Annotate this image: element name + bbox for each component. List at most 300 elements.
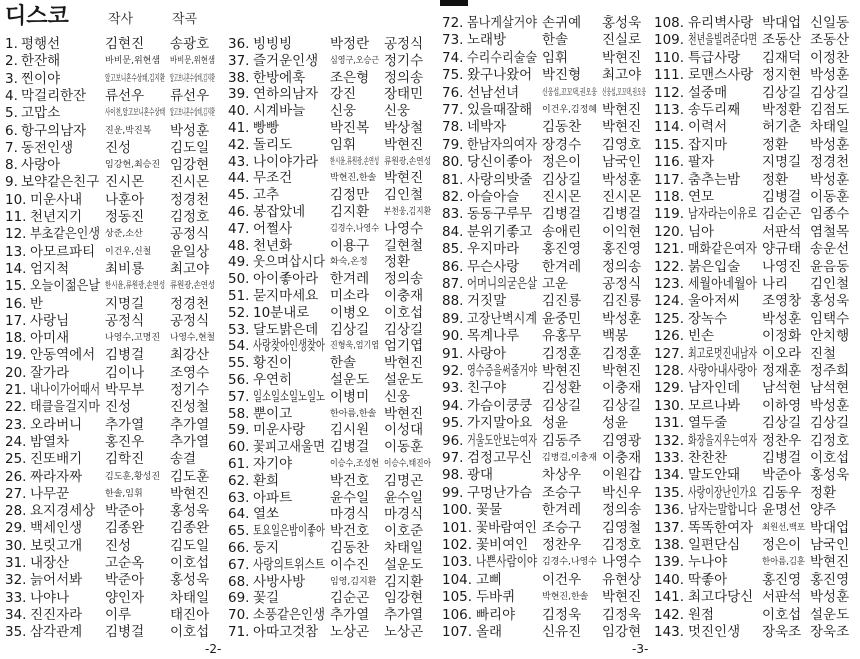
song-row (442, 32, 648, 48)
composer: 장태민 (384, 86, 424, 103)
song-row (442, 224, 648, 240)
composer: 김정호 (810, 432, 850, 449)
song-title: 설중매 (688, 84, 728, 101)
composer: 김상길 (810, 415, 850, 432)
song-title: 아미새 (30, 330, 70, 347)
song-title: 빙빙빙 (253, 36, 293, 52)
song-row (442, 241, 648, 257)
song-number: 17. (5, 312, 27, 329)
song-row (442, 67, 648, 83)
lyricist: 지명길 (105, 295, 145, 312)
song-number: 30. (5, 537, 27, 554)
lyricist: 김정욱 (542, 606, 582, 623)
song-number: 13. (5, 243, 27, 260)
song-number: 127. (654, 345, 685, 362)
composer: 정환 (810, 484, 837, 501)
lyricist: 김동찬 (330, 540, 370, 556)
lyricist: 바비문,위현샘 (105, 56, 161, 67)
song-row (5, 71, 217, 87)
song-title: 열두줄 (688, 415, 728, 432)
song-number: 142. (654, 606, 685, 623)
song-number: 29. (5, 520, 27, 537)
composer: 정경천 (170, 295, 210, 312)
song-number: 2. (5, 53, 18, 70)
song-row (654, 224, 856, 240)
song-title: 목계나루 (467, 328, 520, 345)
song-title: 평행선 (21, 36, 61, 52)
composer: 박성훈 (602, 171, 642, 188)
composer: 마경식 (384, 506, 424, 523)
song-row (442, 154, 648, 170)
lyricist: 박준아 (105, 572, 145, 589)
lyricist: 추가열 (330, 607, 370, 624)
song-title: 아따고것참 (253, 624, 319, 640)
song-title: 이력서 (688, 119, 728, 136)
composer: 최고야 (602, 67, 642, 84)
composer: 김도일 (170, 139, 210, 156)
song-title: 사랑아 (467, 345, 507, 362)
lyricist: 김상길 (762, 84, 802, 101)
song-number: 137. (654, 519, 685, 536)
song-number: 101. (442, 519, 473, 536)
lyricist: 정환 (762, 136, 789, 153)
lyricist: 양규태 (762, 241, 802, 258)
song-title: 사랑의트위스트 (253, 556, 326, 573)
composer: 김진룡 (602, 293, 642, 310)
lyricist: 장경수 (542, 136, 582, 153)
composer: 김도훈 (170, 468, 210, 485)
song-title: 무슨사랑 (467, 258, 520, 275)
song-number: 120. (654, 223, 685, 240)
song-row (228, 607, 433, 623)
composer: 노상곤 (384, 624, 424, 640)
song-number: 114. (654, 119, 685, 136)
song-number: 39. (228, 86, 250, 103)
song-number: 35. (5, 624, 27, 641)
song-title: 아파트 (253, 489, 293, 506)
song-row (442, 398, 648, 414)
song-row (654, 415, 856, 431)
song-title: 시계바늘 (253, 103, 306, 120)
lyricist: 나훈아 (105, 191, 145, 208)
song-row (442, 85, 648, 101)
composer: 홍성욱 (170, 503, 210, 520)
song-title: 요지경세상 (30, 503, 96, 520)
composer: 박현진 (602, 119, 642, 136)
composer: 엄기엽 (384, 338, 424, 355)
composer: 태진아 (170, 606, 210, 623)
song-row (5, 36, 217, 52)
lyricist: 한아름,한솔 (330, 408, 377, 419)
song-number: 131. (654, 415, 685, 432)
song-row (228, 154, 433, 170)
lyricist: 허기춘 (762, 119, 802, 136)
composer: 이원갑 (602, 467, 642, 484)
song-row (228, 590, 433, 606)
composer: 송결 (170, 451, 197, 468)
composer: 박성훈 (810, 589, 850, 606)
composer: 정의송 (602, 502, 642, 519)
song-title: 늙어서봐 (30, 572, 83, 589)
composer: 박현진 (384, 405, 424, 422)
song-title: 아모르파티 (30, 243, 96, 260)
composer: 정의송 (602, 258, 642, 275)
song-row (442, 102, 648, 118)
lyricist: 정찬우 (542, 537, 582, 553)
song-row (654, 346, 856, 362)
song-number: 78. (442, 119, 464, 136)
composer: 정주희 (810, 363, 850, 379)
song-row (442, 363, 648, 379)
lyricist: 김상길 (542, 397, 582, 414)
composer: 박현진 (602, 589, 642, 606)
composer: 김도일 (170, 537, 210, 554)
song-number: 54. (228, 338, 250, 355)
song-title: 사랑이장난인가요 (688, 484, 757, 501)
song-number: 115. (654, 136, 685, 153)
song-row (228, 406, 433, 422)
lyricist: 박진복 (330, 120, 370, 136)
lyricist: 신웅 (330, 103, 357, 120)
composer: 이동훈 (384, 439, 424, 456)
song-title: 아슬아슬 (467, 189, 520, 205)
composer: 임택수 (810, 310, 850, 327)
lyricist: 진운,박진복 (105, 125, 152, 136)
song-row (442, 415, 648, 431)
song-number: 90. (442, 328, 464, 345)
lyricist: 박건호 (330, 523, 370, 540)
song-row (442, 433, 648, 449)
lyricist: 정지현 (762, 67, 802, 84)
lyricist: 이호섭 (762, 606, 802, 623)
song-row (228, 473, 433, 489)
composer: 이충재 (602, 450, 642, 466)
lyricist: 임영,김지환 (330, 576, 377, 587)
lyricist: 김상길 (542, 171, 582, 188)
song-row (654, 154, 856, 170)
lyricist: 김현진 (105, 36, 145, 52)
lyricist: 나영수,고명진 (105, 333, 161, 344)
song-title: 백세인생 (30, 520, 83, 537)
lyricist: 김병걸 (762, 189, 802, 205)
song-number: 140. (654, 571, 685, 588)
composer: 진실로 (602, 32, 642, 49)
song-number: 84. (442, 223, 464, 240)
song-number: 132. (654, 432, 685, 449)
lyricist: 김동우 (762, 484, 802, 501)
composer: 임강현 (170, 157, 210, 174)
song-title: 나쁜사람이야 (476, 554, 538, 571)
song-number: 82. (442, 189, 464, 205)
lyricist: 윤중민 (542, 310, 582, 327)
lyricist: 한겨레 (330, 271, 370, 288)
song-title: 세월아네월아 (688, 276, 758, 292)
song-row (228, 53, 433, 69)
lyricist: 박대업 (762, 15, 802, 31)
song-title: 매화같은여자 (688, 241, 758, 258)
lyricist: 임강현,최승진 (105, 160, 161, 171)
lyricist: 박준아 (105, 503, 145, 520)
song-number: 125. (654, 310, 685, 327)
lyricist: 김병걸 (105, 624, 145, 641)
lyricist: 김경수,나영수 (330, 223, 379, 234)
lyricist: 한겨레 (542, 502, 582, 519)
song-number: 85. (442, 241, 464, 258)
song-number: 15. (5, 278, 27, 295)
song-title: 장녹수 (688, 310, 728, 327)
lyricist: 김재덕 (762, 49, 802, 66)
song-row (654, 589, 856, 605)
lyricist: 이건우,김정혜 (542, 105, 597, 115)
song-row (654, 328, 856, 344)
song-row (228, 170, 433, 186)
song-number: 97. (442, 450, 464, 466)
song-title: 보릿고개 (30, 537, 83, 554)
composer: 김영호 (602, 136, 642, 153)
song-title: 꽃비여인 (476, 537, 529, 553)
song-row (442, 520, 648, 536)
lyricist: 진성 (105, 537, 132, 554)
composer: 윤일상 (170, 243, 210, 260)
song-title: 모르나봐 (688, 397, 741, 414)
song-row (228, 338, 433, 354)
composer: 윤음동 (810, 258, 850, 275)
composer: 김명곤 (384, 472, 424, 489)
composer: 박현진 (602, 363, 642, 379)
lyricist: 한솔,임휘 (105, 488, 143, 499)
song-row (442, 206, 648, 222)
song-title: 봉잡았네 (253, 204, 306, 220)
composer: 이성대 (384, 422, 424, 439)
composer: 이승수,태진아 (384, 459, 431, 469)
composer: 홍성욱 (602, 15, 642, 31)
lyricist: 정은이 (542, 154, 582, 171)
lyricist: 장욱조 (762, 624, 802, 640)
lyricist: 박무부 (105, 382, 145, 398)
song-row (228, 389, 433, 405)
composer: 김정호 (602, 537, 642, 553)
song-title: 울아저씨 (688, 293, 741, 310)
song-title: 특급사랑 (688, 49, 741, 66)
song-row (5, 174, 217, 190)
song-title: 연하의남자 (253, 86, 319, 103)
song-title: 자기야 (253, 456, 293, 472)
lyricist: 최비룡 (105, 260, 145, 277)
lyricist: 박정란 (330, 36, 370, 52)
composer: 박성훈 (810, 171, 850, 188)
song-number: 104. (442, 571, 473, 588)
song-title: 반 (30, 295, 44, 312)
song-number: 105. (442, 589, 473, 606)
composer: 장욱조 (810, 624, 850, 640)
composer: 공정식 (170, 312, 210, 329)
song-title: 광대 (467, 467, 494, 484)
song-number: 27. (5, 485, 27, 502)
lyricist: 한시윤,류원광,손연성 (105, 281, 166, 292)
song-row (228, 305, 433, 321)
composer: 김인철 (810, 276, 850, 292)
song-title: 수리수리술술 (467, 49, 538, 66)
composer-header: 작곡 (172, 12, 198, 27)
song-number: 80. (442, 154, 464, 171)
composer: 양주 (810, 502, 837, 519)
composer: 공정식 (384, 36, 424, 52)
song-row (228, 322, 433, 338)
song-number: 77. (442, 102, 464, 118)
song-row (228, 204, 433, 220)
lyricist: 한시윤,류원광,손연성 (330, 156, 380, 167)
composer: 신웅섭,꼬꼬댁,권오웅 (602, 87, 646, 98)
song-number: 110. (654, 49, 685, 66)
song-title: 춤추는밤 (688, 171, 741, 188)
lyricist: 윤명선 (762, 502, 802, 519)
lyricist-header: 작사 (108, 12, 134, 27)
composer: 박성훈 (170, 122, 210, 139)
song-title: 고맙소 (21, 105, 61, 122)
song-title: 동동구루무 (467, 206, 533, 223)
song-number: 118. (654, 189, 685, 205)
song-row (5, 244, 217, 260)
lyricist: 김이나 (105, 364, 145, 381)
song-title: 달도밝은데 (253, 321, 319, 338)
song-row (654, 502, 856, 518)
composer: 이충재 (602, 380, 642, 397)
lyricist: 정동진 (105, 209, 145, 225)
composer: 박대업 (810, 519, 850, 536)
lyricist: 이루 (105, 606, 132, 623)
song-number: 8. (5, 157, 18, 174)
song-title: 부초같은인생 (30, 226, 101, 243)
lyricist: 이수진 (330, 556, 370, 573)
song-row (228, 456, 433, 472)
song-title: 무조건 (253, 170, 293, 187)
lyricist: 지명길 (762, 154, 802, 171)
composer: 이호섭 (170, 555, 210, 571)
composer: 이정찬 (810, 49, 850, 66)
composer: 윤수일 (384, 489, 424, 506)
composer: 박현진 (602, 49, 642, 66)
song-row (442, 537, 648, 553)
song-number: 108. (654, 15, 685, 31)
song-number: 21. (5, 382, 27, 398)
song-number: 141. (654, 589, 685, 606)
song-title: 몸나게살거야 (467, 15, 538, 31)
song-title: 한남자의여자 (467, 136, 538, 153)
lyricist: 홍진영 (542, 241, 582, 258)
song-title: 밤열차 (30, 433, 70, 450)
song-number: 126. (654, 328, 685, 345)
song-number: 66. (228, 540, 250, 556)
song-title: 어쩔사 (253, 220, 293, 237)
lyricist: 김학진 (105, 451, 145, 468)
song-row (442, 380, 648, 396)
lyricist: 상준,소산 (105, 229, 143, 240)
lyricist: 차상우 (542, 467, 582, 484)
composer: 바비문,위현샘 (170, 56, 216, 67)
song-number: 28. (5, 503, 27, 520)
song-number: 23. (5, 416, 27, 433)
song-title: 빠리야 (476, 606, 516, 623)
song-row (228, 288, 433, 304)
song-title: 빵빵 (253, 120, 280, 136)
song-title: 똑똑한여자 (688, 519, 754, 536)
song-number: 61. (228, 456, 250, 472)
song-number: 122. (654, 258, 685, 275)
song-number: 102. (442, 537, 473, 553)
song-title: 묻지마세요 (253, 288, 319, 304)
lyricist: 진성 (105, 139, 132, 156)
composer: 김인철 (384, 187, 424, 204)
song-number: 76. (442, 84, 464, 101)
song-row (228, 624, 433, 640)
composer: 박성훈 (810, 397, 850, 414)
song-title: 오늘이젊은날 (30, 278, 101, 295)
lyricist: 심영구,오승근 (330, 55, 379, 66)
song-title: 즐거운인생 (253, 52, 319, 69)
song-row (228, 523, 433, 539)
song-row (654, 572, 856, 588)
lyricist: 정은이 (762, 537, 802, 553)
composer: 이동훈 (810, 189, 850, 205)
song-title: 올래 (476, 624, 503, 640)
song-title: 거짓말 (467, 293, 507, 310)
lyricist: 김경수,나영수 (542, 557, 597, 568)
lyricist: 김도훈,황성진 (105, 471, 161, 482)
song-title: 있을때잘해 (467, 102, 533, 118)
song-number: 86. (442, 258, 464, 275)
song-number: 26. (5, 468, 27, 485)
song-row (228, 557, 433, 573)
song-number: 91. (442, 345, 464, 362)
song-row (5, 434, 217, 450)
song-number: 72. (442, 15, 464, 31)
composer: 김정훈 (602, 345, 642, 362)
lyricist: 임휘 (330, 136, 357, 153)
song-row (442, 572, 648, 588)
lyricist: 최원선,백포 (762, 522, 806, 533)
song-number: 4. (5, 87, 18, 104)
song-row (5, 486, 217, 502)
song-title: 거울도안보는여자 (467, 432, 538, 449)
song-title: 사랑의밧줄 (467, 171, 533, 188)
song-title: 꽃길 (253, 590, 280, 607)
song-row (654, 554, 856, 570)
song-row (654, 467, 856, 483)
lyricist: 진성 (105, 399, 132, 416)
song-row (5, 607, 217, 623)
song-number: 58. (228, 405, 250, 422)
song-number: 119. (654, 206, 685, 223)
song-row (5, 572, 217, 588)
song-row (442, 467, 648, 483)
song-row (5, 399, 217, 415)
song-number: 92. (442, 363, 464, 379)
lyricist: 박현진,한솔 (542, 592, 589, 603)
lyricist: 신웅섭,꼬꼬댁,권오웅 (542, 87, 597, 98)
song-title: 남자는말합니다 (688, 502, 758, 519)
composer: 부천웅,김지환 (384, 207, 431, 217)
lyricist: 조승구 (542, 519, 582, 536)
song-number: 44. (228, 170, 250, 187)
composer: 김정욱 (602, 606, 642, 623)
song-title: 황진이 (253, 355, 293, 372)
song-row (5, 503, 217, 519)
song-title: 미운사랑 (253, 422, 306, 439)
composer: 임종수 (810, 206, 850, 223)
song-number: 106. (442, 606, 473, 623)
song-title: 남자라는이유로 (688, 206, 758, 223)
song-row (654, 398, 856, 414)
